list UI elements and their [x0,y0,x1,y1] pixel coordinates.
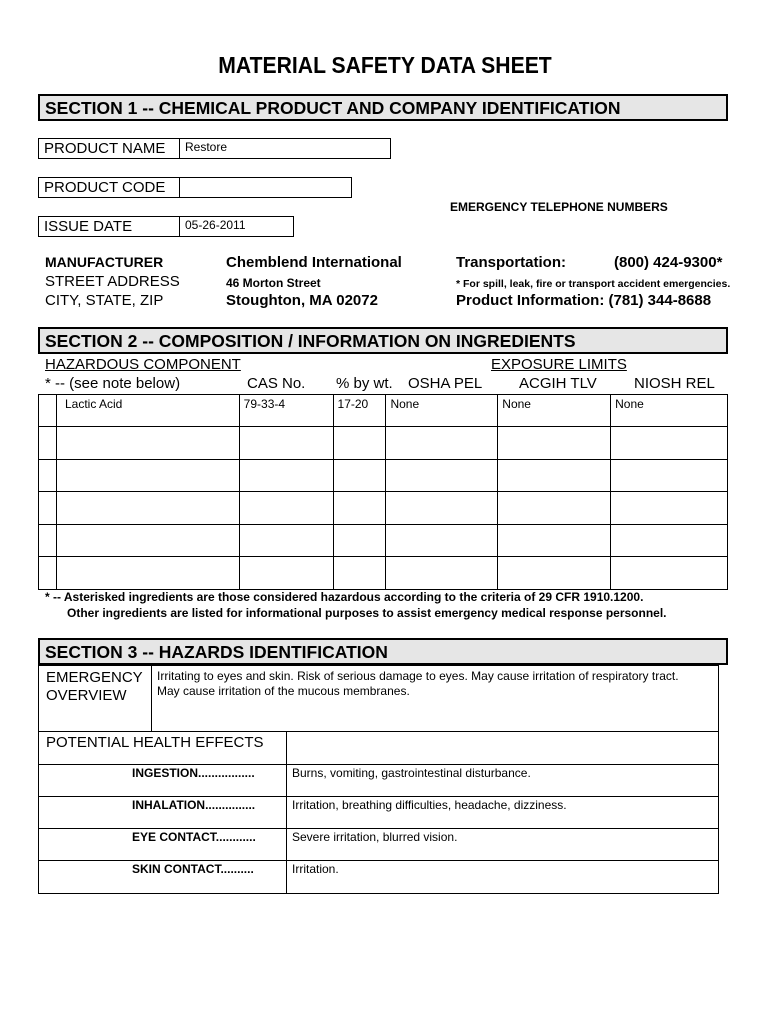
percent-by-weight-cell[interactable] [333,459,386,492]
row-marker-cell[interactable] [39,524,57,557]
niosh-rel-header: NIOSH REL [634,375,715,392]
row-marker-cell[interactable] [39,459,57,492]
acgih-tlv-cell[interactable] [498,427,611,460]
issue-date-field[interactable]: 05-26-2011 [179,216,294,237]
osha-pel-cell[interactable] [386,557,498,590]
effect-value[interactable]: Irritation. [292,862,339,876]
percent-by-weight-cell[interactable] [333,557,386,590]
effect-value[interactable]: Severe irritation, blurred vision. [292,830,458,844]
cas-number-cell[interactable] [239,524,333,557]
street-address-label: STREET ADDRESS [45,273,180,290]
effect-divider [39,796,718,797]
osha-pel-cell[interactable] [386,427,498,460]
ingredient-row [39,492,728,525]
ingredient-row [39,395,728,427]
cas-number-cell[interactable]: 79-33-4 [239,395,333,427]
ingredient-name-cell[interactable]: Lactic Acid [56,395,239,427]
osha-pel-cell[interactable] [386,524,498,557]
acgih-tlv-header: ACGIH TLV [519,375,597,392]
acgih-tlv-cell[interactable] [498,524,611,557]
ingredient-row [39,427,728,460]
ingredients-table [38,394,728,590]
row-marker-cell[interactable] [39,492,57,525]
manufacturer-label: MANUFACTURER [45,254,164,270]
cas-number-cell[interactable] [239,459,333,492]
cas-number-cell[interactable] [239,557,333,590]
osha-pel-header: OSHA PEL [408,375,483,392]
section-2-header [38,327,728,354]
row-marker-cell[interactable] [39,427,57,460]
niosh-rel-cell[interactable] [611,557,728,590]
emergency-overview-label-line1: EMERGENCY [46,669,143,686]
niosh-rel-cell[interactable] [611,459,728,492]
street-address-value: 46 Morton Street [226,276,321,290]
effect-divider [39,828,718,829]
niosh-rel-cell[interactable] [611,492,728,525]
ingredient-name-cell[interactable] [56,459,239,492]
product-name-field[interactable]: Restore [179,138,391,159]
percent-by-weight-cell[interactable] [333,427,386,460]
emergency-overview-text-line2: May cause irritation of the mucous membranes. [157,684,410,698]
emergency-phone-header: EMERGENCY TELEPHONE NUMBERS [450,200,668,214]
city-state-zip-label: CITY, STATE, ZIP [45,292,164,309]
row-marker-cell[interactable] [39,557,57,590]
osha-pel-cell[interactable]: None [386,395,498,427]
effect-value[interactable]: Irritation, breathing difficulties, headache, dizziness. [292,798,567,812]
percent-by-weight-cell[interactable]: 17-20 [333,395,386,427]
product-information-phone: Product Information: (781) 344-8688 [456,292,712,309]
exposure-limits-label: EXPOSURE LIMITS [491,356,627,373]
effect-label: EYE CONTACT............ [132,830,256,844]
ingredient-row [39,459,728,492]
ingredient-row [39,557,728,590]
document-title: MATERIAL SAFETY DATA SHEET [218,52,552,78]
emergency-overview-box [38,665,719,732]
niosh-rel-cell[interactable] [611,524,728,557]
cas-number-cell[interactable] [239,427,333,460]
cas-number-cell[interactable] [239,492,333,525]
acgih-tlv-cell[interactable]: None [498,395,611,427]
potential-health-effects-label: POTENTIAL HEALTH EFFECTS [46,734,264,751]
percent-by-weight-header: % by wt. [336,375,393,392]
section-3-header [38,638,728,665]
section-1-header [38,94,728,121]
transportation-phone: (800) 424-9300* [614,254,723,271]
percent-by-weight-cell[interactable] [333,524,386,557]
emergency-overview-text-line1: Irritating to eyes and skin. Risk of serious damage to eyes. May cause irritation of respiratory tract. [157,669,679,683]
ingredient-name-cell[interactable] [56,557,239,590]
effect-label: INGESTION................. [132,766,255,780]
section-1-title: SECTION 1 -- CHEMICAL PRODUCT AND COMPANY IDENTIFICATION [45,98,621,118]
section-3-title: SECTION 3 -- HAZARDS IDENTIFICATION [45,642,388,662]
row-marker-cell[interactable] [39,395,57,427]
acgih-tlv-cell[interactable] [498,492,611,525]
footnote-hazardous: * -- Asterisked ingredients are those considered hazardous according to the criteria of 29 CFR 1910.1200. [45,590,644,604]
niosh-rel-cell[interactable] [611,427,728,460]
osha-pel-cell[interactable] [386,492,498,525]
effect-label: INHALATION............... [132,798,256,812]
health-effects-box [38,731,719,894]
product-code-field[interactable] [179,177,352,198]
cas-column-header: CAS No. [247,375,306,392]
ingredient-name-cell[interactable] [56,492,239,525]
city-state-zip-value: Stoughton, MA 02072 [226,292,378,309]
niosh-rel-cell[interactable]: None [611,395,728,427]
transportation-label: Transportation: [456,254,567,271]
footnote-informational: Other ingredients are listed for informational purposes to assist emergency medical response personnel. [67,606,667,620]
ingredient-row [39,524,728,557]
hazardous-component-label: HAZARDOUS COMPONENT [45,356,241,373]
emergency-overview-label-line2: OVERVIEW [46,687,127,704]
section-2-title: SECTION 2 -- COMPOSITION / INFORMATION ON INGREDIENTS [45,331,576,351]
percent-by-weight-cell[interactable] [333,492,386,525]
see-note-label: * -- (see note below) [45,375,181,392]
ingredient-name-cell[interactable] [56,524,239,557]
product-code-label: PRODUCT CODE [38,177,180,198]
issue-date-label: ISSUE DATE [38,216,180,237]
effect-value[interactable]: Burns, vomiting, gastrointestinal disturbance. [292,766,531,780]
acgih-tlv-cell[interactable] [498,459,611,492]
effect-label: SKIN CONTACT.......... [132,862,254,876]
product-name-label: PRODUCT NAME [38,138,180,159]
manufacturer-value: Chemblend International [226,254,402,271]
ingredient-name-cell[interactable] [56,427,239,460]
osha-pel-cell[interactable] [386,459,498,492]
acgih-tlv-cell[interactable] [498,557,611,590]
spill-note: * For spill, leak, fire or transport accident emergencies. [456,278,731,290]
effect-divider [39,860,718,861]
